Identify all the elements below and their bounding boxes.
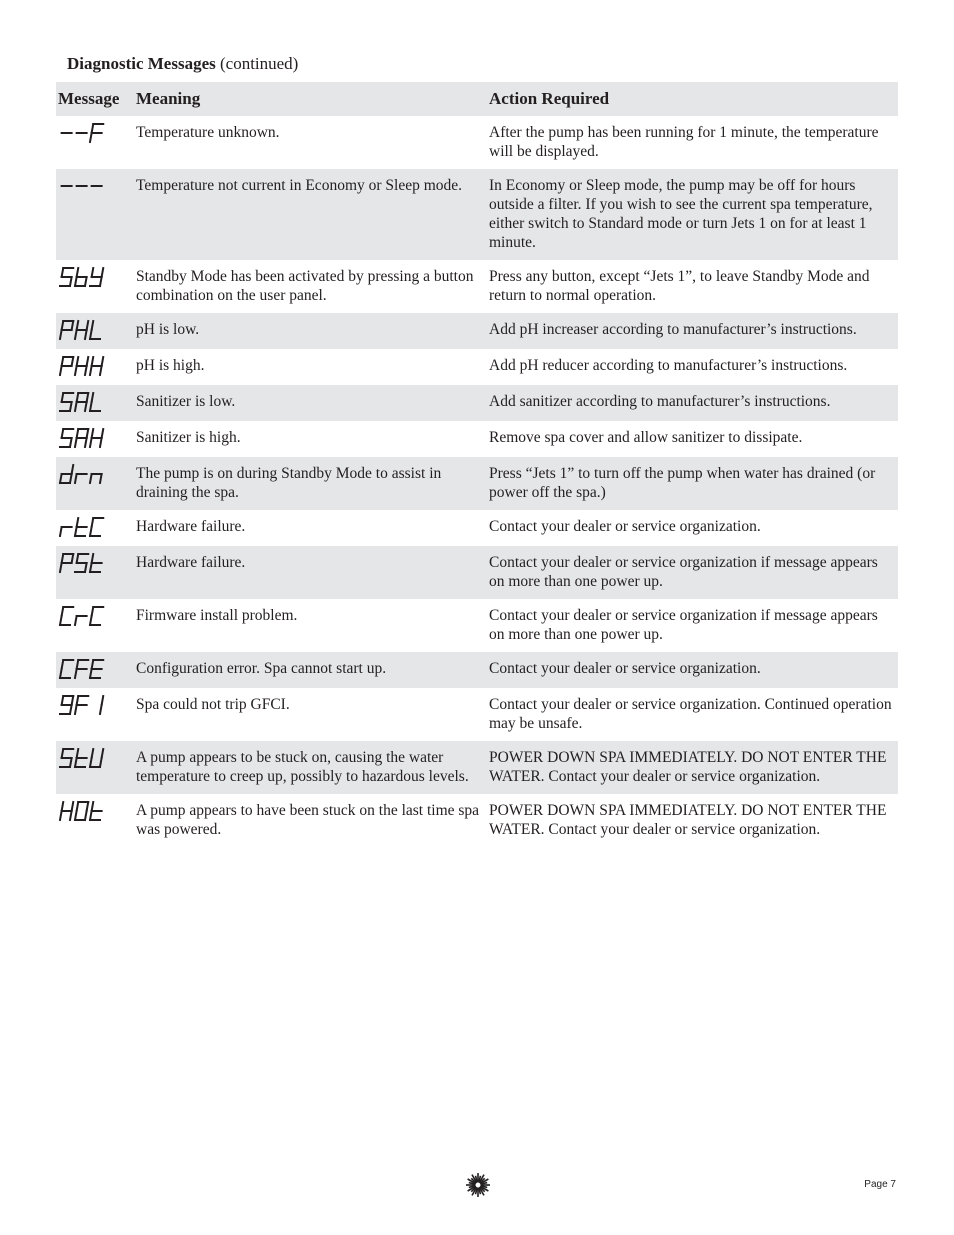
table-row (56, 688, 898, 741)
table-row (56, 794, 898, 847)
lcd-code-icon (58, 463, 136, 485)
lcd-code-icon (58, 175, 136, 197)
table-row (56, 652, 898, 688)
table-row (56, 169, 898, 260)
action-cell: Contact your dealer or service organization if message appears on more than one power up. (489, 607, 878, 643)
message-code (56, 349, 136, 385)
message-code (56, 116, 136, 169)
meaning-cell: Hardware failure. (136, 546, 489, 599)
page-number: Page 7 (864, 1179, 896, 1190)
message-code (56, 546, 136, 599)
action-cell: Press “Jets 1” to turn off the pump when water has drained (or power off the spa.) (489, 457, 898, 510)
meaning-cell: pH is low. (136, 313, 489, 349)
table-row (56, 599, 898, 652)
lcd-code-icon (58, 605, 136, 627)
table-row (56, 457, 898, 510)
action-cell: POWER DOWN SPA IMMEDIATELY. DO NOT ENTER THE WATER. Contact your dealer or service organization. (489, 802, 887, 838)
table-row (56, 349, 898, 385)
section-title-text: Diagnostic Messages (67, 54, 216, 73)
action-cell: Add pH reducer according to manufacturer’s instructions. (489, 357, 848, 374)
table-row (56, 421, 898, 457)
table-row (56, 313, 898, 349)
table-row (56, 385, 898, 421)
message-code (56, 794, 136, 847)
header-action: Action Required (489, 82, 898, 116)
table-row (56, 741, 898, 794)
message-code (56, 741, 136, 794)
meaning-cell: The pump is on during Standby Mode to assist in draining the spa. (136, 457, 489, 510)
action-cell: Contact your dealer or service organization if message appears on more than one power up. (489, 546, 898, 599)
message-code (56, 421, 136, 457)
meaning-cell: Hardware failure. (136, 518, 246, 535)
meaning-cell: Sanitizer is low. (136, 385, 489, 421)
lcd-code-icon (58, 355, 136, 377)
diagnostic-messages-table (56, 82, 898, 847)
meaning-cell: Sanitizer is high. (136, 429, 241, 446)
table-row (56, 510, 898, 546)
meaning-cell: pH is high. (136, 357, 205, 374)
message-code (56, 457, 136, 510)
message-code (56, 313, 136, 349)
lcd-code-icon (58, 427, 136, 449)
sunburst-logo-icon (465, 1172, 491, 1198)
action-cell: Remove spa cover and allow sanitizer to dissipate. (489, 429, 803, 446)
message-code (56, 599, 136, 652)
action-cell: Press any button, except “Jets 1”, to leave Standby Mode and return to normal operation. (489, 268, 870, 304)
lcd-code-icon (58, 122, 136, 144)
meaning-cell: Standby Mode has been activated by pressing a button combination on the user panel. (136, 268, 474, 304)
message-code (56, 385, 136, 421)
action-cell: After the pump has been running for 1 minute, the temperature will be displayed. (489, 124, 879, 160)
action-cell: Add pH increaser according to manufacturer’s instructions. (489, 313, 898, 349)
message-code (56, 260, 136, 313)
header-meaning: Meaning (136, 82, 489, 116)
lcd-code-icon (58, 319, 136, 341)
meaning-cell: A pump appears to be stuck on, causing the water temperature to creep up, possibly to hazardous levels. (136, 741, 489, 794)
table-row (56, 116, 898, 169)
lcd-code-icon (58, 694, 136, 716)
lcd-code-icon (58, 800, 136, 822)
action-cell: Contact your dealer or service organization. (489, 652, 898, 688)
action-cell: Contact your dealer or service organization. (489, 518, 761, 535)
table-row (56, 260, 898, 313)
meaning-cell: Firmware install problem. (136, 607, 298, 624)
action-cell: Add sanitizer according to manufacturer’s instructions. (489, 385, 898, 421)
lcd-code-icon (58, 391, 136, 413)
action-cell: In Economy or Sleep mode, the pump may be off for hours outside a filter. If you wish to see the current spa temperature, either switch to Standard mode or turn Jets 1 on for at least 1 minute. (489, 169, 898, 260)
action-cell: Contact your dealer or service organization. Continued operation may be unsafe. (489, 696, 892, 732)
lcd-code-icon (58, 516, 136, 538)
message-code (56, 652, 136, 688)
header-message: Message (56, 82, 136, 116)
lcd-code-icon (58, 552, 136, 574)
section-title (67, 54, 298, 74)
lcd-code-icon (58, 266, 136, 288)
lcd-code-icon (58, 747, 136, 769)
meaning-cell: Temperature not current in Economy or Sleep mode. (136, 169, 489, 260)
message-code (56, 510, 136, 546)
message-code (56, 169, 136, 260)
meaning-cell: A pump appears to have been stuck on the last time spa was powered. (136, 802, 480, 838)
lcd-code-icon (58, 658, 136, 680)
table-row (56, 546, 898, 599)
meaning-cell: Spa could not trip GFCI. (136, 696, 290, 713)
action-cell: POWER DOWN SPA IMMEDIATELY. DO NOT ENTER THE WATER. Contact your dealer or service organization. (489, 741, 898, 794)
section-title-continued: (continued) (219, 54, 299, 73)
message-code (56, 688, 136, 741)
meaning-cell: Configuration error. Spa cannot start up. (136, 652, 489, 688)
table-header-row (56, 82, 898, 116)
meaning-cell: Temperature unknown. (136, 124, 280, 141)
